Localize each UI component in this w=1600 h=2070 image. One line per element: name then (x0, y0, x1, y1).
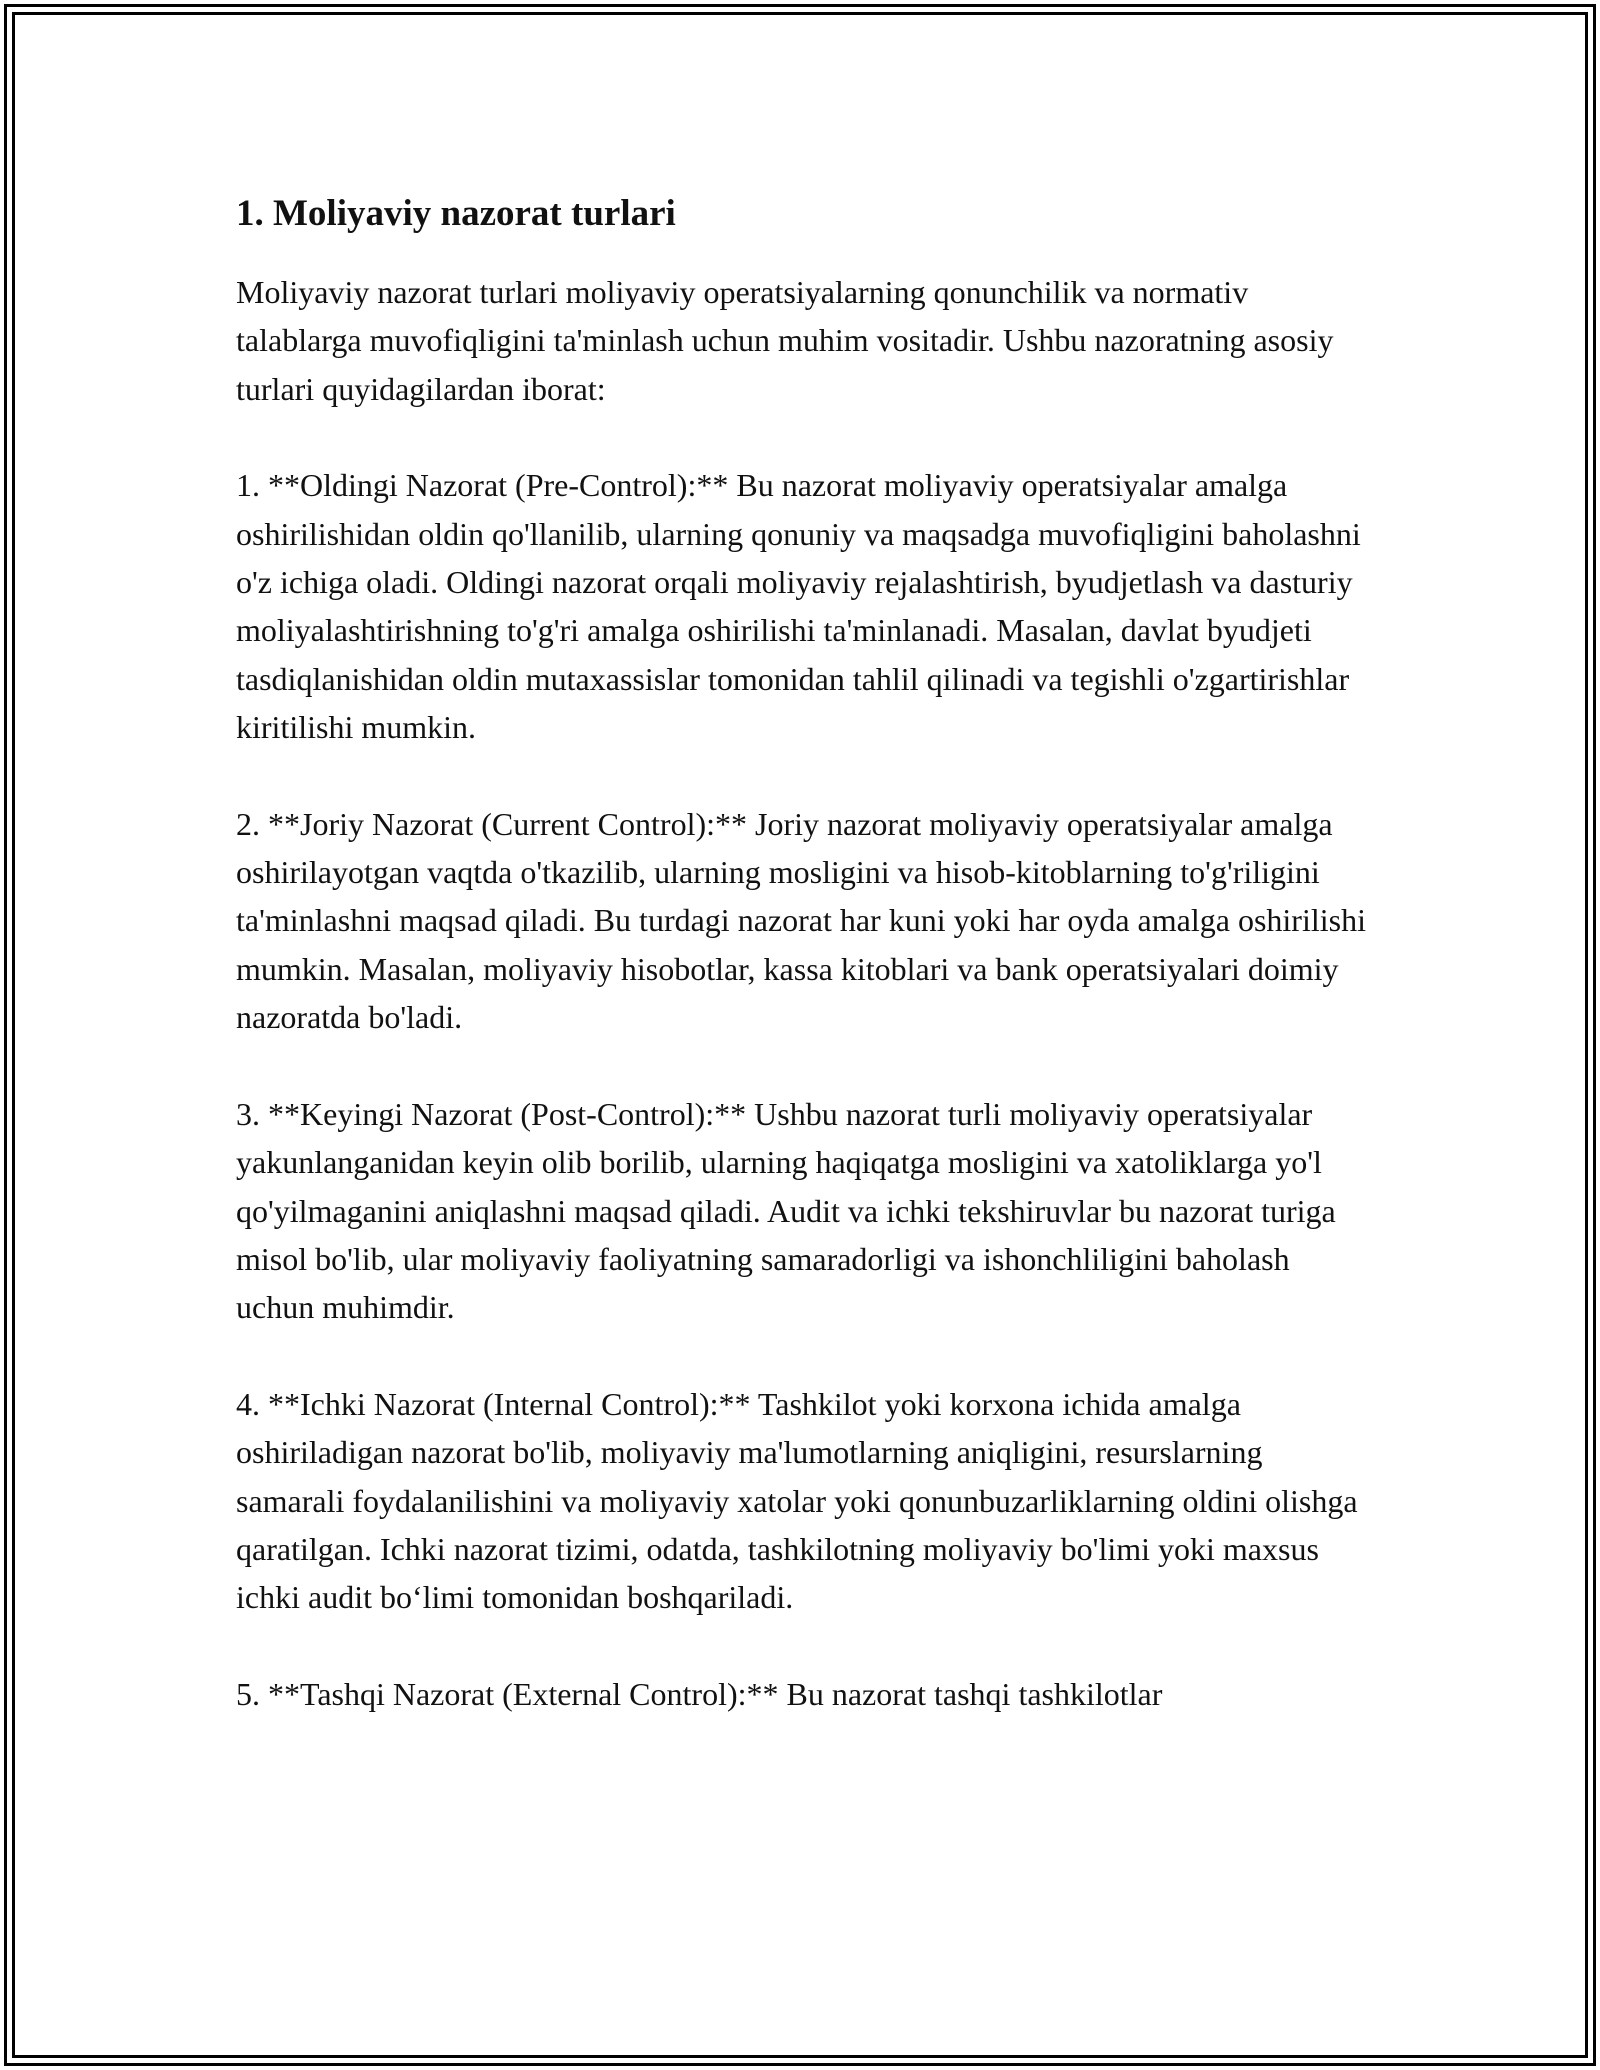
document-body (236, 186, 1366, 1766)
list-item-internal-control: 4. **Ichki Nazorat (Internal Control):** Tashkilot yoki korxona ichida amalga oshiriladigan nazorat bo'lib, moliyaviy ma'lumotlarning aniqligini, resurslarning samarali foydalanilishini va moliyaviy xatolar yoki qonunbuzarliklarning oldini olishga qaratilgan. Ichki nazorat tizimi, odatda, tashkilotning moliyaviy bo'limi yoki maxsus ichki audit bo‘limi tomonidan boshqariladi. (236, 1385, 1358, 1616)
list-item-current-control: 2. **Joriy Nazorat (Current Control):** Joriy nazorat moliyaviy operatsiyalar amalga oshirilayotgan vaqtda o'tkazilib, ularning mosligini va hisob-kitoblarning to'g'riligini ta'minlashni maqsad qiladi. Bu turdagi nazorat har kuni yoki har oyda amalga oshirilishi mumkin. Masalan, moliyaviy hisobotlar, kassa kitoblari va bank operatsiyalari doimiy nazoratda bo'ladi. (236, 805, 1366, 1036)
list-item-post-control: 3. **Keyingi Nazorat (Post-Control):** Ushbu nazorat turli moliyaviy operatsiyalar yakunlanganidan keyin olib borilib, ularning haqiqatga mosligini va xatoliklarga yo'l qo'yilmaganini aniqlashni maqsad qiladi. Audit va ichki tekshiruvlar bu nazorat turiga misol bo'lib, ular moliyaviy faoliyatning samaradorligi va ishonchliligini baholash uchun muhimdir. (236, 1095, 1336, 1326)
section-heading: 1. Moliyaviy nazorat turlari (236, 193, 676, 234)
intro-paragraph: Moliyaviy nazorat turlari moliyaviy operatsiyalarning qonunchilik va normativ talablarga muvofiqligini ta'minlash uchun muhim vositadir. Ushbu nazoratning asosiy turlari quyidagilardan iborat: (236, 274, 1334, 407)
list-item-external-control: 5. **Tashqi Nazorat (External Control):** Bu nazorat tashqi tashkilotlar (236, 1675, 1163, 1712)
list-item-pre-control: 1. **Oldingi Nazorat (Pre-Control):** Bu nazorat moliyaviy operatsiyalar amalga oshirilishidan oldin qo'llanilib, ularning qonuniy va maqsadga muvofiqligini baholashni o'z ichiga oladi. Oldingi nazorat orqali moliyaviy rejalashtirish, byudjetlash va dasturiy moliyalashtirishning to'g'ri amalga oshirilishi ta'minlanadi. Masalan, davlat byudjeti tasdiqlanishidan oldin mutaxassislar tomonidan tahlil qilinadi va tegishli o'zgartirishlar kiritilishi mumkin. (236, 467, 1361, 746)
